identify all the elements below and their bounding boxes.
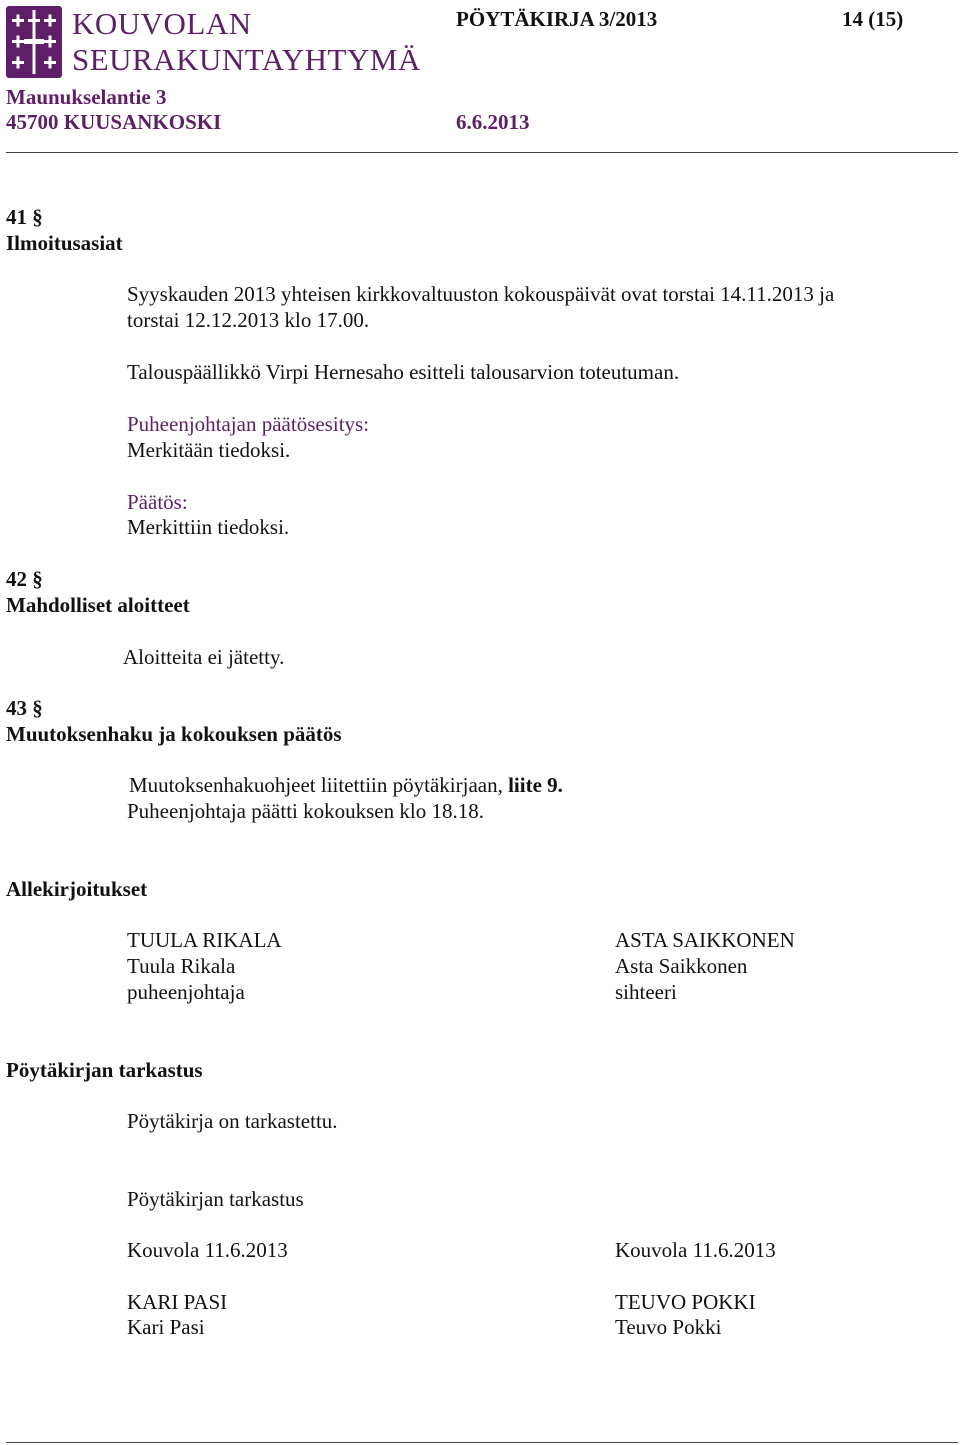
page-number: 14 (15) — [842, 7, 904, 31]
signer-right-role: sihteeri — [615, 980, 677, 1004]
footer-divider — [6, 1442, 958, 1443]
reviewer-left-name: Kari Pasi — [127, 1315, 205, 1339]
address-city: 45700 KUUSANKOSKI — [6, 110, 222, 134]
logo-line1: KOUVOLAN — [72, 6, 252, 41]
reviewer-right-caps: TEUVO POKKI — [615, 1290, 756, 1314]
section-42-title: Mahdolliset aloitteet — [6, 593, 190, 617]
section-42-text: Aloitteita ei jätetty. — [123, 645, 285, 669]
section-43-title: Muutoksenhaku ja kokouksen päätös — [6, 722, 342, 746]
header-divider — [6, 152, 958, 153]
section-41-number: 41 § — [6, 205, 43, 229]
cross-logo-icon — [6, 6, 62, 78]
section-41-para1-line1: Syyskauden 2013 yhteisen kirkkovaltuuston kokouspäivät ovat torstai 14.11.2013 ja — [127, 282, 835, 306]
proposal-label: Puheenjohtajan päätösesitys: — [127, 412, 370, 436]
decision-label: Päätös: — [127, 490, 188, 514]
section-43-number: 43 § — [6, 696, 43, 720]
decision-text: Merkittiin tiedoksi. — [127, 515, 290, 539]
logo-wordmark — [72, 6, 421, 78]
logo-line2: SEURAKUNTAYHTYMÄ — [72, 42, 421, 77]
reviewer-right-place-date: Kouvola 11.6.2013 — [615, 1238, 776, 1262]
document-date: 6.6.2013 — [456, 110, 530, 134]
review-text: Pöytäkirja on tarkastettu. — [127, 1109, 338, 1133]
attachment-reference: liite 9. — [508, 773, 563, 797]
section-41-para2: Talouspäällikkö Virpi Hernesaho esitteli talousarvion toteutuman. — [127, 360, 680, 384]
signer-right-caps: ASTA SAIKKONEN — [615, 928, 795, 952]
signer-left-name: Tuula Rikala — [127, 954, 236, 978]
section-41-title: Ilmoitusasiat — [6, 231, 123, 255]
proposal-text: Merkitään tiedoksi. — [127, 438, 291, 462]
section-41-para1-line2: torstai 12.12.2013 klo 17.00. — [127, 308, 370, 332]
address-street: Maunukselantie 3 — [6, 85, 167, 109]
signatures-heading: Allekirjoitukset — [6, 877, 148, 901]
section-42-number: 42 § — [6, 567, 43, 591]
signer-left-role: puheenjohtaja — [127, 980, 245, 1004]
review-subheading: Pöytäkirjan tarkastus — [127, 1187, 304, 1211]
reviewer-right-name: Teuvo Pokki — [615, 1315, 722, 1339]
section-43-line1 — [129, 772, 563, 798]
section-43-line2: Puheenjohtaja päätti kokouksen klo 18.18. — [127, 799, 484, 823]
reviewer-left-caps: KARI PASI — [127, 1290, 228, 1314]
signer-left-caps: TUULA RIKALA — [127, 928, 282, 952]
reviewer-left-place-date: Kouvola 11.6.2013 — [127, 1238, 288, 1262]
review-heading: Pöytäkirjan tarkastus — [6, 1058, 203, 1082]
appeal-instructions-text: Muutoksenhakuohjeet liitettiin pöytäkirjaan, — [129, 773, 509, 797]
doc-title: PÖYTÄKIRJA 3/2013 — [456, 7, 658, 31]
signer-right-name: Asta Saikkonen — [615, 954, 748, 978]
